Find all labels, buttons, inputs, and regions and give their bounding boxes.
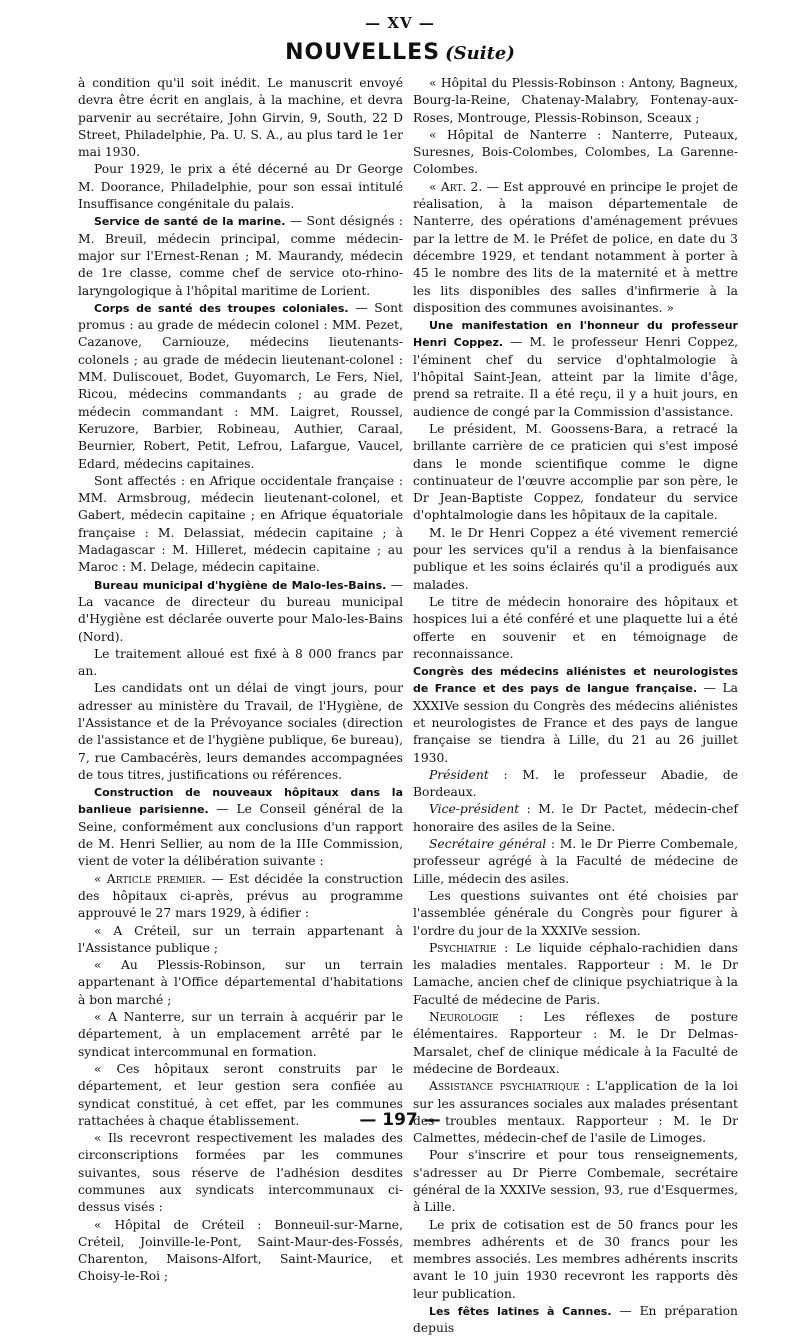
paragraph: Congrès des médecins aliénistes et neurologistes de France et des pays de langue française. — La XXXIVe session du Congrès des médecins aliénistes et neurologistes de France et des pays de langue française se tiendra à Lille, du 21 au 26 juillet 1930. [413, 665, 738, 765]
paragraph: Le prix de cotisation est de 50 francs pour les membres adhérents et de 30 francs pour les membres associés. Les membres adhérents inscrits avant le 10 juin 1930 recevront les rapports dès leur publication. [413, 1217, 738, 1301]
section-heading: Bureau municipal d'hygiène de Malo-les-Bains. [94, 578, 387, 592]
article-label: « Art. 2. [429, 179, 483, 194]
paragraph: « Hôpital de Créteil : Bonneuil-sur-Marne, Créteil, Joinville-le-Pont, Saint-Maur-des-Fossés, Charenton, Maisons-Alfort, Saint-Maurice, et Choisy-le-Roi ; [78, 1217, 403, 1284]
section-heading: Les fêtes latines à Cannes. [429, 1305, 612, 1319]
paragraph: Le titre de médecin honoraire des hôpitaux et hospices lui a été conféré et une plaquette lui a été offerte en souvenir et en témoignage de reconnaissance. [413, 594, 738, 661]
paragraph: « A Nanterre, sur un terrain à acquérir par le département, à un emplacement arrêté par le syndicat intercommunal en formation. [78, 1010, 403, 1059]
paragraph: Les candidats ont un délai de vingt jours, pour adresser au ministère du Travail, de l'Hygiène, de l'Assistance et de la Prévoyance sociales (direction de l'assistance et de l'hygiène publique, 6e bureau), 7, rue Cambacérès, leurs demandes accompagnées de tous titres, justifications ou références. [78, 681, 403, 782]
paragraph: Pour s'inscrire et pour tous renseignements, s'adresser au Dr Pierre Combemale, secrétaire général de la XXXIVe session, 93, rue d'Esquermes, à Lille. [413, 1148, 738, 1215]
paragraph: Le président, M. Goossens-Bara, a retracé la brillante carrière de ce praticien qui s'est imposé dans le monde scientifique comme le digne continuateur de l'œuvre accomplie par son père, le Dr Jean-Baptiste Coppez, fondateur du service d'ophtalmologie dans les hôpitaux de la capitale. [413, 421, 738, 523]
paragraph: Bureau municipal d'hygiène de Malo-les-Bains. — La vacance de directeur du bureau municipal d'Hygiène est déclarée ouverte pour Malo-les-Bains (Nord). [78, 577, 403, 644]
paragraph: Sont affectés : en Afrique occidentale française : MM. Armsbroug, médecin lieutenant-colonel, et Gabert, médecin capitaine ; en Afrique équatoriale française : M. Delassiat, médecin capitaine ; à Madagascar : M. Hilleret, médecin capitaine ; au Maroc : M. Delage, médecin capitaine. [78, 473, 403, 575]
role-label: Secrétaire général [429, 837, 547, 852]
page-number: — 197 — [359, 1110, 441, 1130]
left-column [78, 75, 403, 1286]
paragraph: « Ces hôpitaux seront construits par le département, et leur gestion sera confiée au syndicat constitué, à cet effet, par les communes rattachées à chaque établissement. [78, 1061, 403, 1128]
paragraph: Assistance psychiatrique : L'application de la loi sur les assurances sociales aux malades présentant des troubles mentaux. Rapporteur : M. le Dr Calmettes, médecin-chef de l'asile de Limoges. [413, 1079, 738, 1146]
role-label: Vice-président [429, 802, 520, 817]
paragraph: « Hôpital du Plessis-Robinson : Antony, Bagneux, Bourg-la-Reine, Chatenay-Malabry, Fontenay-aux-Roses, Montrouge, Plessis-Robinson, Sceaux ; [413, 76, 738, 125]
section-heading: Congrès des médecins aliénistes et neurologistes de France et des pays de langue française. [413, 665, 738, 696]
paragraph: à condition qu'il soit inédit. Le manuscrit envoyé devra être écrit en anglais, à la machine, et devra parvenir au secrétaire, John Girvin, 9, South, 22 D Street, Philadelphie, Pa. U. S. A., au plus tard le 1er mai 1930. [78, 76, 403, 160]
title-suite: (Suite) [445, 43, 515, 64]
paragraph: Vice-président : M. le Dr Pactet, médecin-chef honoraire des asiles de la Seine. [413, 802, 738, 834]
topic-label: Assistance psychiatrique [429, 1079, 580, 1094]
paragraph: Les fêtes latines à Cannes. — En préparation depuis [413, 1304, 738, 1336]
section-heading: Corps de santé des troupes coloniales. [94, 301, 349, 315]
section-heading: Construction de nouveaux hôpitaux dans la banlieue parisienne. [78, 786, 403, 817]
paragraph: Une manifestation en l'honneur du professeur Henri Coppez. — M. le professeur Henri Coppez, l'éminent chef du service d'ophtalmologie à l'hôpital Saint-Jean, atteint par la limite d'âge, prend sa retraite. Il a été reçu, il y a huit jours, en audience de congé par la Commission d'assistance. [413, 319, 738, 419]
topic-label: Psychiatrie [429, 940, 497, 955]
paragraph: « Au Plessis-Robinson, sur un terrain appartenant à l'Office départemental d'habitations à bon marché ; [78, 958, 403, 1007]
paragraph: Président : M. le professeur Abadie, de Bordeaux. [413, 767, 738, 800]
paragraph: Pour 1929, le prix a été décerné au Dr George M. Doorance, Philadelphie, pour son essai intitulé Insuffisance congénitale du palais. [78, 162, 403, 212]
paragraph: « Article premier. — Est décidée la construction des hôpitaux ci-après, prévus au programme approuvé le 27 mars 1929, à édifier : [78, 871, 403, 921]
roman-page-number: — XV — [365, 14, 435, 32]
paragraph: Les questions suivantes ont été choisies par l'assemblée générale du Congrès pour figurer à l'ordre du jour de la XXXIVe session. [413, 888, 738, 938]
section-heading: Une manifestation en l'honneur du professeur Henri Coppez. [413, 319, 738, 350]
paragraph: « Ils recevront respectivement les malades des circonscriptions formées par les communes suivantes, sous réserve de l'adhésion desdites communes aux syndicats intercommunaux ci-dessus visés : [78, 1131, 403, 1215]
paragraph: « A Créteil, sur un terrain appartenant à l'Assistance publique ; [78, 923, 403, 955]
right-column [413, 75, 738, 1338]
page-title [0, 40, 800, 65]
paragraph: Le traitement alloué est fixé à 8 000 francs par an. [78, 646, 403, 679]
topic-label: Neurologie [429, 1010, 499, 1025]
paragraph: Neurologie : Les réflexes de posture élémentaires. Rapporteur : M. le Dr Delmas-Marsalet, chef de clinique médicale à la Faculté de médecine de Bordeaux. [413, 1010, 738, 1076]
title-main: NOUVELLES [285, 40, 441, 65]
paragraph: Construction de nouveaux hôpitaux dans la banlieue parisienne. — Le Conseil général de la Seine, conformément aux conclusions d'un rapport de M. Henri Sellier, au nom de la IIIe Commission, vient de voter la délibération suivante : [78, 786, 403, 869]
paragraph: Service de santé de la marine. — Sont désignés : M. Breuil, médecin principal, comme médecin-major sur l'Ernest-Renan ; M. Maurandy, médecin de 1re classe, comme chef de service oto-rhino-laryngologique à l'hôpital maritime de Lorient. [78, 214, 403, 298]
paragraph: « Art. 2. — Est approuvé en principe le projet de réalisation, à la maison départementale de Nanterre, des opérations d'aménagement prévues par la lettre de M. le Préfet de police, en date du 3 décembre 1929, et tendant notamment à porter à 45 le nombre des lits de la maternité et à mettre les lits disponibles des salles d'infirmerie à la disposition des communes avoisinantes. » [413, 179, 739, 315]
paragraph: « Hôpital de Nanterre : Nanterre, Puteaux, Suresnes, Bois-Colombes, Colombes, La Garenne-Colombes. [413, 127, 738, 177]
role-label: Président [429, 767, 489, 782]
paragraph: Psychiatrie : Le liquide céphalo-rachidien dans les maladies mentales. Rapporteur : M. le Dr Lamache, ancien chef de clinique psychiatrique à la Faculté de médecine de Paris. [413, 940, 738, 1007]
paragraph: Secrétaire général : M. le Dr Pierre Combemale, professeur agrégé à la Faculté de médecine de Lille, médecin des asiles. [413, 837, 738, 886]
paragraph: M. le Dr Henri Coppez a été vivement remercié pour les services qu'il a rendus à la bienfaisance publique et les soins éclairés qu'il a prodigués aux malades. [413, 525, 738, 592]
article-label: « Article premier. [94, 871, 207, 886]
section-heading: Service de santé de la marine. [94, 215, 286, 229]
paragraph: Corps de santé des troupes coloniales. — Sont promus : au grade de médecin colonel : MM. Pezet, Cazanove, Carniouze, médecins lieutenants-colonels ; au grade de médecin lieutenant-colonel : MM. Duliscouet, Bodet, Guyomarch, Le Fers, Niel, Ricou, médecins commandants ; au grade de médecin commandant : MM. Laigret, Roussel, Keruzore, Barbier, Robineau, Authier, Caraal, Beurnier, Robert, Petit, Lefrou, Lafargue, Vaucel, Edard, médecins capitaines. [78, 300, 403, 471]
